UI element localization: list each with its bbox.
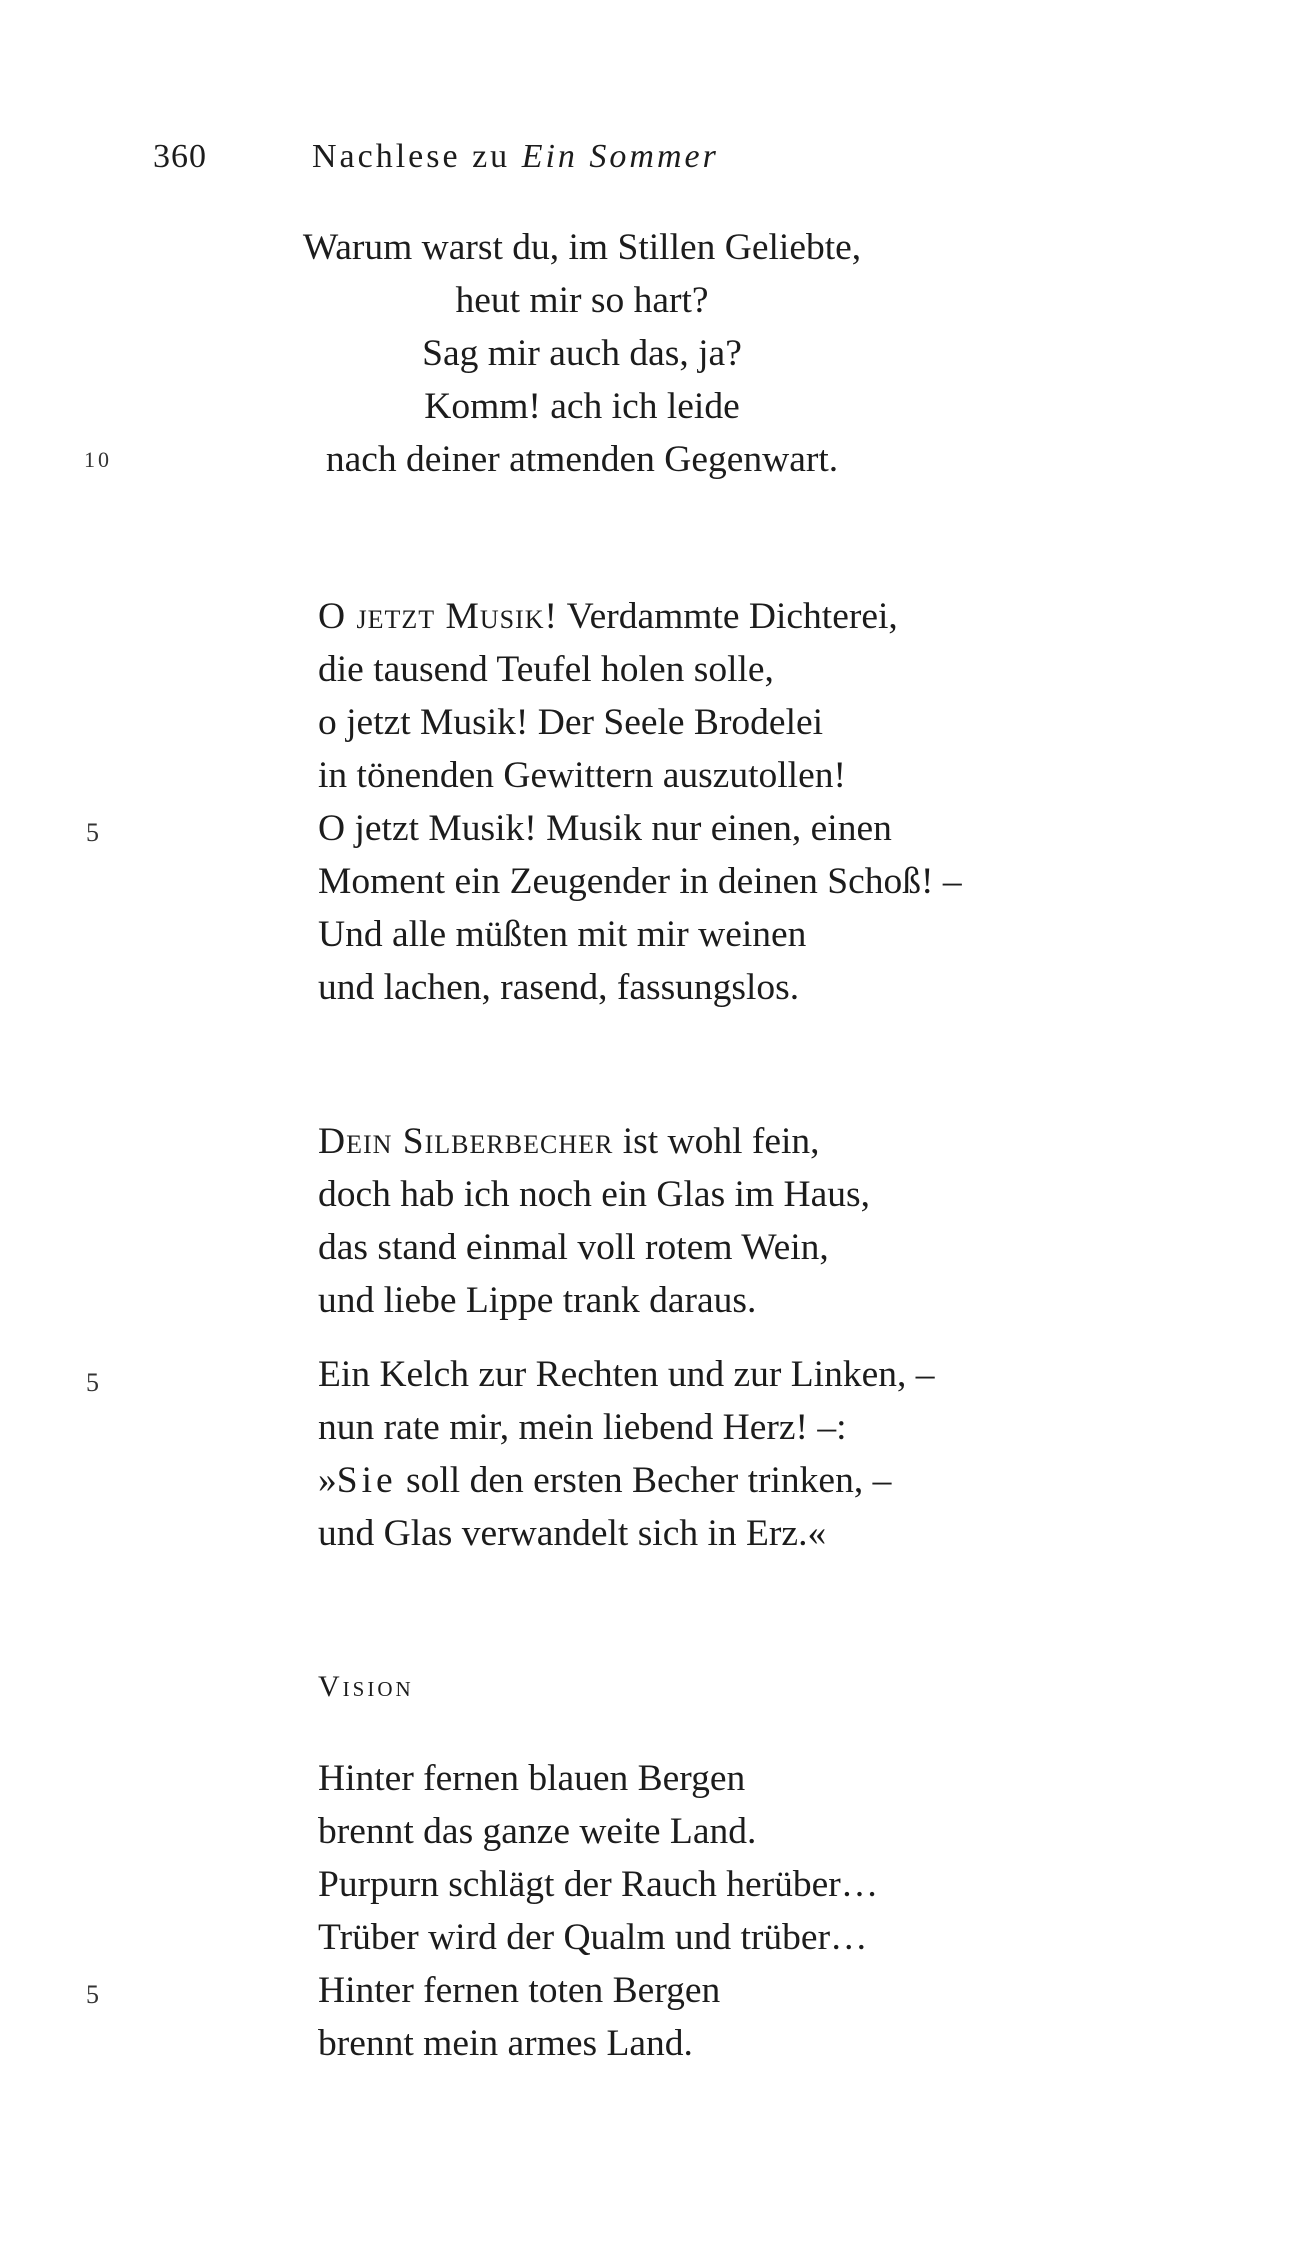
poem-incipit: O jetzt Musik! [318,596,558,637]
verse-line: heut mir so hart? [455,280,709,321]
verse-line: Hinter fernen blauen Bergen [318,1758,746,1799]
poem-incipit: Dein Silberbecher [318,1121,614,1162]
verse-line: nun rate mir, mein liebend Herz! –: [318,1407,847,1448]
spaced-word: Sie [336,1460,397,1501]
line-number: 5 [86,1368,99,1397]
running-head-prefix: Nachlese zu [312,138,511,175]
verse-line: brennt das ganze weite Land. [318,1811,757,1852]
verse-line: o jetzt Musik! Der Seele Brodelei [318,702,824,743]
verse-line: Und alle müßten mit mir weinen [318,914,807,955]
poem-continuation [262,221,902,486]
verse-line: Warum warst du, im Stillen Geliebte, [302,227,862,268]
verse-line [318,1454,934,1507]
verse-line: Sag mir auch das, ja? [422,333,742,374]
verse-line: Hinter fernen toten Bergen [318,1970,721,2011]
page-number: 360 [153,138,207,175]
verse-line-rest: Verdammte Dichterei, [557,596,898,637]
verse-line [318,590,962,643]
verse-line-rest: ist wohl fein, [613,1121,820,1162]
running-head-title: Ein Sommer [521,138,719,175]
verse-line: O jetzt Musik! Musik nur einen, einen [318,808,892,849]
poem-o-jetzt-musik [318,590,962,1014]
verse-line: Purpurn schlägt der Rauch herüber… [318,1864,879,1905]
verse-line: das stand einmal voll rotem Wein, [318,1227,829,1268]
line-number: 5 [86,818,99,847]
verse-line: nach deiner atmenden Gegenwart. [325,439,839,480]
verse-line: Ein Kelch zur Rechten und zur Linken, – [318,1354,935,1395]
verse-line: und lachen, rasend, fassungslos. [318,967,800,1008]
poem-dein-silberbecher-stanza-2 [318,1348,934,1560]
verse-line: Moment ein Zeugender in deinen Schoß! – [318,861,962,902]
verse-line: und Glas verwandelt sich in Erz.« [318,1513,827,1554]
verse-line-rest: soll den ersten Becher trinken, – [396,1460,892,1501]
verse-line: die tausend Teufel holen solle, [318,649,774,690]
running-head [312,138,719,176]
poem-title: Vision [318,1670,414,1703]
verse-line: doch hab ich noch ein Glas im Haus, [318,1174,870,1215]
verse-line: Trüber wird der Qualm und trüber… [318,1917,868,1958]
line-number: 5 [86,1980,99,2009]
poem-vision [318,1752,878,2070]
verse-line: in tönenden Gewittern auszutollen! [318,755,846,796]
verse-line: brennt mein armes Land. [318,2023,693,2064]
verse-line: Komm! ach ich leide [424,386,740,427]
verse-line: und liebe Lippe trank daraus. [318,1280,757,1321]
verse-line [318,1115,870,1168]
poem-dein-silberbecher [318,1115,870,1327]
line-number: 10 [84,447,112,472]
quote-open: » [318,1460,337,1501]
